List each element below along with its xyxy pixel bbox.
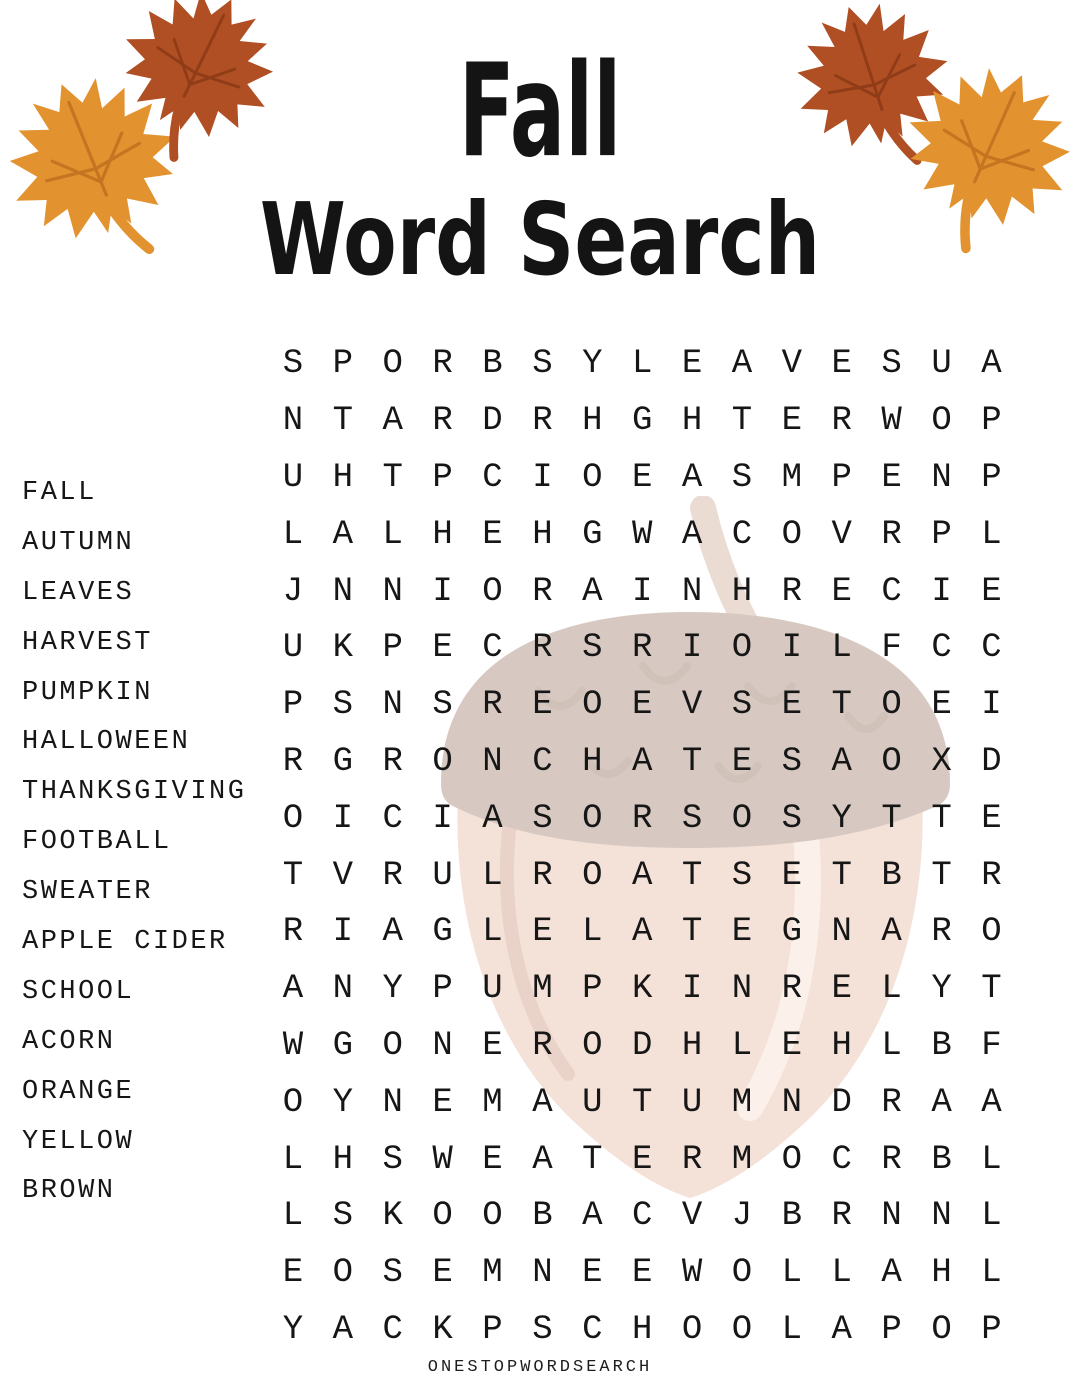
- grid-letter: E: [681, 345, 703, 384]
- grid-letter: P: [282, 686, 304, 725]
- grid-letter: R: [282, 742, 304, 781]
- grid-letter: O: [282, 1083, 304, 1122]
- grid-letter: O: [931, 1310, 952, 1349]
- grid-letter: H: [332, 1140, 354, 1179]
- grid-letter: A: [831, 1310, 852, 1349]
- grid-letter: R: [432, 345, 453, 384]
- grid-letter: E: [631, 458, 653, 497]
- grid-letter: T: [332, 402, 354, 441]
- grid-letter: W: [631, 515, 653, 554]
- grid-letter: R: [532, 402, 553, 441]
- grid-letter: V: [332, 856, 354, 895]
- grid-letter: H: [831, 1026, 852, 1065]
- grid-letter: O: [332, 1254, 354, 1293]
- grid-letter: I: [332, 799, 354, 838]
- grid-letter: E: [582, 1254, 603, 1293]
- grid-letter: E: [881, 458, 902, 497]
- grid-letter: N: [881, 1197, 902, 1236]
- grid-letter: T: [931, 856, 952, 895]
- grid-letter: B: [781, 1197, 803, 1236]
- grid-letter: A: [981, 345, 1002, 384]
- grid-letter: T: [931, 799, 952, 838]
- grid-letter: R: [282, 913, 304, 952]
- grid-letter: N: [332, 572, 354, 611]
- title-line-2: Word Search: [259, 181, 821, 298]
- grid-letter: A: [332, 515, 354, 554]
- grid-letter: G: [781, 913, 803, 952]
- grid-letter: P: [432, 970, 453, 1009]
- grid-letter: E: [282, 1254, 304, 1293]
- grid-letter: O: [881, 686, 902, 725]
- grid-letter: N: [432, 1026, 453, 1065]
- grid-letter: L: [781, 1254, 803, 1293]
- grid-letter: N: [382, 1083, 403, 1122]
- grid-letter: O: [432, 1197, 453, 1236]
- grid-letter: R: [881, 1140, 902, 1179]
- grid-letter: H: [432, 515, 453, 554]
- grid-letter: N: [332, 970, 354, 1009]
- grid-letter: T: [681, 856, 703, 895]
- grid-letter: D: [631, 1026, 653, 1065]
- grid-letter: N: [532, 1254, 553, 1293]
- grid-letter: L: [981, 1197, 1002, 1236]
- grid-letter: E: [731, 913, 753, 952]
- grid-letter: L: [482, 856, 503, 895]
- grid-letter: N: [731, 970, 753, 1009]
- grid-letter: H: [931, 1254, 952, 1293]
- grid-letter: O: [582, 799, 603, 838]
- grid-letter: P: [332, 345, 354, 384]
- grid-letter: E: [631, 686, 653, 725]
- word-list-item: HARVEST: [22, 627, 153, 658]
- grid-letter: A: [931, 1083, 952, 1122]
- grid-letter: K: [631, 970, 653, 1009]
- grid-letter: T: [731, 402, 753, 441]
- grid-letter: E: [532, 913, 553, 952]
- grid-letter: U: [282, 458, 304, 497]
- grid-letter: O: [382, 345, 403, 384]
- grid-letter: P: [382, 629, 403, 668]
- grid-letter: O: [981, 913, 1002, 952]
- grid-letter: J: [282, 572, 304, 611]
- grid-letter: S: [332, 686, 354, 725]
- grid-letter: W: [881, 402, 902, 441]
- grid-letter: K: [332, 629, 354, 668]
- grid-letter: C: [731, 515, 753, 554]
- grid-letter: N: [831, 913, 852, 952]
- word-list-item: THANKSGIVING: [22, 777, 247, 808]
- grid-letter: E: [931, 686, 952, 725]
- grid-letter: M: [781, 458, 803, 497]
- grid-letter: I: [781, 629, 803, 668]
- grid-letter: R: [681, 1140, 703, 1179]
- grid-letter: R: [881, 1083, 902, 1122]
- grid-letter: G: [631, 402, 653, 441]
- grid-letter: R: [831, 402, 852, 441]
- grid-letter: B: [482, 345, 503, 384]
- grid-letter: N: [382, 572, 403, 611]
- grid-letter: F: [981, 1026, 1002, 1065]
- grid-letter: E: [631, 1140, 653, 1179]
- word-list-item: FALL: [22, 477, 97, 508]
- grid-letter: E: [831, 345, 852, 384]
- grid-letter: T: [382, 458, 403, 497]
- grid-letter: C: [981, 629, 1002, 668]
- grid-letter: B: [532, 1197, 553, 1236]
- grid-letter: I: [432, 572, 453, 611]
- grid-letter: E: [981, 799, 1002, 838]
- grid-letter: O: [731, 629, 753, 668]
- grid-letter: P: [432, 458, 453, 497]
- grid-letter: Y: [332, 1083, 354, 1122]
- grid-letter: R: [532, 572, 553, 611]
- grid-letter: R: [532, 629, 553, 668]
- word-list-item: ACORN: [22, 1026, 116, 1057]
- grid-letter: A: [681, 515, 703, 554]
- grid-letter: E: [432, 1254, 453, 1293]
- grid-letter: P: [981, 458, 1002, 497]
- letter-grid: [268, 336, 1016, 1358]
- grid-letter: L: [731, 1026, 753, 1065]
- grid-letter: P: [881, 1310, 902, 1349]
- grid-letter: M: [482, 1254, 503, 1293]
- grid-letter: R: [382, 742, 403, 781]
- grid-letter: A: [681, 458, 703, 497]
- grid-letter: E: [781, 686, 803, 725]
- grid-letter: K: [382, 1197, 403, 1236]
- grid-letter: N: [482, 742, 503, 781]
- grid-letter: A: [981, 1083, 1002, 1122]
- grid-letter: S: [731, 458, 753, 497]
- grid-letter: R: [881, 515, 902, 554]
- grid-letter: U: [432, 856, 453, 895]
- grid-letter: R: [532, 856, 553, 895]
- grid-letter: A: [731, 345, 753, 384]
- grid-letter: H: [631, 1310, 653, 1349]
- grid-letter: E: [482, 515, 503, 554]
- grid-letter: I: [681, 629, 703, 668]
- grid-letter: O: [282, 799, 304, 838]
- grid-letter: S: [382, 1254, 403, 1293]
- grid-letter: N: [931, 458, 952, 497]
- grid-letter: O: [582, 1026, 603, 1065]
- grid-letter: M: [482, 1083, 503, 1122]
- grid-letter: S: [282, 345, 304, 384]
- grid-letter: I: [332, 913, 354, 952]
- grid-letter: S: [881, 345, 902, 384]
- grid-letter: T: [831, 856, 852, 895]
- grid-letter: U: [482, 970, 503, 1009]
- grid-letter: L: [831, 1254, 852, 1293]
- grid-letter: P: [582, 970, 603, 1009]
- grid-letter: E: [432, 629, 453, 668]
- grid-letter: G: [332, 742, 354, 781]
- grid-letter: O: [781, 1140, 803, 1179]
- grid-letter: C: [382, 1310, 403, 1349]
- word-list-item: HALLOWEEN: [22, 727, 191, 758]
- grid-letter: V: [831, 515, 852, 554]
- grid-letter: E: [482, 1026, 503, 1065]
- grid-letter: M: [731, 1083, 753, 1122]
- grid-letter: A: [631, 913, 653, 952]
- grid-letter: I: [681, 970, 703, 1009]
- grid-letter: X: [931, 742, 952, 781]
- grid-letter: U: [931, 345, 952, 384]
- grid-letter: I: [631, 572, 653, 611]
- grid-letter: D: [981, 742, 1002, 781]
- grid-letter: H: [532, 515, 553, 554]
- grid-letter: R: [631, 629, 653, 668]
- grid-letter: O: [781, 515, 803, 554]
- grid-letter: C: [582, 1310, 603, 1349]
- grid-letter: A: [881, 913, 902, 952]
- grid-letter: S: [382, 1140, 403, 1179]
- grid-letter: U: [681, 1083, 703, 1122]
- grid-letter: A: [582, 572, 603, 611]
- grid-letter: E: [981, 572, 1002, 611]
- grid-letter: I: [931, 572, 952, 611]
- grid-letter: U: [282, 629, 304, 668]
- grid-letter: V: [681, 686, 703, 725]
- grid-letter: B: [931, 1140, 952, 1179]
- grid-letter: N: [681, 572, 703, 611]
- grid-letter: E: [781, 402, 803, 441]
- grid-letter: I: [432, 799, 453, 838]
- grid-letter: L: [781, 1310, 803, 1349]
- grid-letter: O: [582, 686, 603, 725]
- grid-letter: A: [382, 402, 403, 441]
- grid-letter: A: [332, 1310, 354, 1349]
- grid-letter: C: [482, 629, 503, 668]
- grid-letter: O: [482, 572, 503, 611]
- grid-letter: A: [881, 1254, 902, 1293]
- grid-letter: S: [781, 799, 803, 838]
- grid-letter: V: [681, 1197, 703, 1236]
- title-line-1: Fall: [458, 37, 622, 186]
- grid-letter: I: [981, 686, 1002, 725]
- grid-letter: L: [382, 515, 403, 554]
- grid-letter: L: [881, 970, 902, 1009]
- grid-letter: C: [881, 572, 902, 611]
- grid-letter: S: [582, 629, 603, 668]
- grid-letter: O: [482, 1197, 503, 1236]
- grid-letter: O: [731, 1310, 753, 1349]
- grid-letter: E: [781, 856, 803, 895]
- grid-letter: C: [382, 799, 403, 838]
- grid-letter: R: [931, 913, 952, 952]
- grid-letter: T: [981, 970, 1002, 1009]
- grid-letter: C: [482, 458, 503, 497]
- word-list-item: AUTUMN: [22, 527, 135, 558]
- grid-letter: A: [482, 799, 503, 838]
- grid-letter: E: [432, 1083, 453, 1122]
- grid-letter: E: [532, 686, 553, 725]
- grid-letter: O: [681, 1310, 703, 1349]
- word-list-item: SCHOOL: [22, 976, 135, 1007]
- grid-letter: A: [532, 1083, 553, 1122]
- grid-letter: N: [382, 686, 403, 725]
- grid-letter: C: [631, 1197, 653, 1236]
- grid-letter: S: [731, 686, 753, 725]
- grid-letter: L: [282, 1140, 304, 1179]
- grid-letter: S: [432, 686, 453, 725]
- grid-letter: C: [931, 629, 952, 668]
- grid-letter: R: [382, 856, 403, 895]
- grid-letter: R: [831, 1197, 852, 1236]
- grid-letter: E: [482, 1140, 503, 1179]
- grid-letter: B: [881, 856, 902, 895]
- grid-letter: R: [781, 572, 803, 611]
- grid-letter: Y: [831, 799, 852, 838]
- grid-letter: O: [432, 742, 453, 781]
- word-list-item: ORANGE: [22, 1076, 135, 1107]
- grid-letter: H: [582, 402, 603, 441]
- grid-letter: H: [681, 1026, 703, 1065]
- word-list-item: SWEATER: [22, 877, 153, 908]
- word-list: [22, 468, 246, 1216]
- grid-letter: S: [681, 799, 703, 838]
- word-list-item: FOOTBALL: [22, 827, 172, 858]
- grid-letter: E: [831, 970, 852, 1009]
- word-list-item: YELLOW: [22, 1126, 135, 1157]
- grid-letter: A: [631, 856, 653, 895]
- grid-letter: P: [981, 402, 1002, 441]
- grid-letter: T: [582, 1140, 603, 1179]
- grid-letter: A: [631, 742, 653, 781]
- grid-letter: B: [931, 1026, 952, 1065]
- grid-letter: S: [731, 856, 753, 895]
- grid-letter: Y: [382, 970, 403, 1009]
- grid-letter: T: [681, 913, 703, 952]
- grid-letter: S: [532, 1310, 553, 1349]
- grid-letter: M: [731, 1140, 753, 1179]
- grid-letter: A: [382, 913, 403, 952]
- grid-letter: T: [881, 799, 902, 838]
- grid-letter: H: [332, 458, 354, 497]
- grid-letter: L: [282, 515, 304, 554]
- grid-letter: A: [831, 742, 852, 781]
- grid-letter: C: [831, 1140, 852, 1179]
- grid-letter: E: [631, 1254, 653, 1293]
- grid-letter: G: [582, 515, 603, 554]
- grid-letter: O: [582, 856, 603, 895]
- grid-letter: W: [282, 1026, 304, 1065]
- grid-letter: G: [332, 1026, 354, 1065]
- grid-letter: C: [532, 742, 553, 781]
- grid-letter: L: [482, 913, 503, 952]
- grid-letter: Y: [582, 345, 603, 384]
- grid-letter: L: [981, 1140, 1002, 1179]
- grid-letter: L: [831, 629, 852, 668]
- grid-letter: R: [781, 970, 803, 1009]
- grid-letter: W: [432, 1140, 453, 1179]
- grid-letter: N: [282, 402, 304, 441]
- grid-letter: O: [881, 742, 902, 781]
- grid-letter: E: [781, 1026, 803, 1065]
- grid-letter: L: [981, 515, 1002, 554]
- grid-letter: H: [731, 572, 753, 611]
- grid-letter: N: [781, 1083, 803, 1122]
- grid-letter: R: [432, 402, 453, 441]
- grid-letter: A: [282, 970, 304, 1009]
- grid-letter: E: [731, 742, 753, 781]
- grid-letter: L: [981, 1254, 1002, 1293]
- grid-letter: L: [881, 1026, 902, 1065]
- grid-letter: T: [282, 856, 304, 895]
- grid-letter: O: [582, 458, 603, 497]
- grid-letter: V: [781, 345, 803, 384]
- grid-letter: R: [482, 686, 503, 725]
- grid-letter: O: [931, 402, 952, 441]
- grid-letter: A: [532, 1140, 553, 1179]
- grid-letter: Y: [931, 970, 952, 1009]
- grid-letter: I: [532, 458, 553, 497]
- grid-letter: O: [382, 1026, 403, 1065]
- grid-letter: R: [532, 1026, 553, 1065]
- grid-letter: K: [432, 1310, 453, 1349]
- grid-letter: T: [831, 686, 852, 725]
- grid-letter: T: [681, 742, 703, 781]
- grid-letter: A: [582, 1197, 603, 1236]
- grid-letter: R: [631, 799, 653, 838]
- grid-letter: T: [631, 1083, 653, 1122]
- grid-letter: N: [931, 1197, 952, 1236]
- grid-letter: E: [831, 572, 852, 611]
- grid-letter: O: [731, 1254, 753, 1293]
- grid-letter: S: [332, 1197, 354, 1236]
- grid-letter: D: [482, 402, 503, 441]
- grid-letter: P: [931, 515, 952, 554]
- grid-letter: F: [881, 629, 902, 668]
- grid-letter: M: [532, 970, 553, 1009]
- grid-letter: Y: [282, 1310, 304, 1349]
- grid-letter: J: [731, 1197, 753, 1236]
- grid-letter: P: [981, 1310, 1002, 1349]
- grid-letter: R: [981, 856, 1002, 895]
- footer-credit: ONESTOPWORDSEARCH: [427, 1358, 653, 1377]
- grid-letter: H: [582, 742, 603, 781]
- grid-letter: S: [532, 345, 553, 384]
- grid-letter: O: [731, 799, 753, 838]
- grid-letter: U: [582, 1083, 603, 1122]
- grid-letter: S: [781, 742, 803, 781]
- grid-letter: L: [282, 1197, 304, 1236]
- word-list-item: LEAVES: [22, 577, 135, 608]
- grid-letter: L: [631, 345, 653, 384]
- grid-letter: P: [831, 458, 852, 497]
- grid-letter: W: [681, 1254, 703, 1293]
- word-list-item: APPLE CIDER: [22, 926, 228, 957]
- grid-letter: S: [532, 799, 553, 838]
- grid-letter: G: [432, 913, 453, 952]
- word-list-item: BROWN: [22, 1176, 116, 1207]
- grid-letter: P: [482, 1310, 503, 1349]
- word-list-item: PUMPKIN: [22, 677, 153, 708]
- grid-letter: H: [681, 402, 703, 441]
- grid-letter: L: [582, 913, 603, 952]
- grid-letter: D: [831, 1083, 852, 1122]
